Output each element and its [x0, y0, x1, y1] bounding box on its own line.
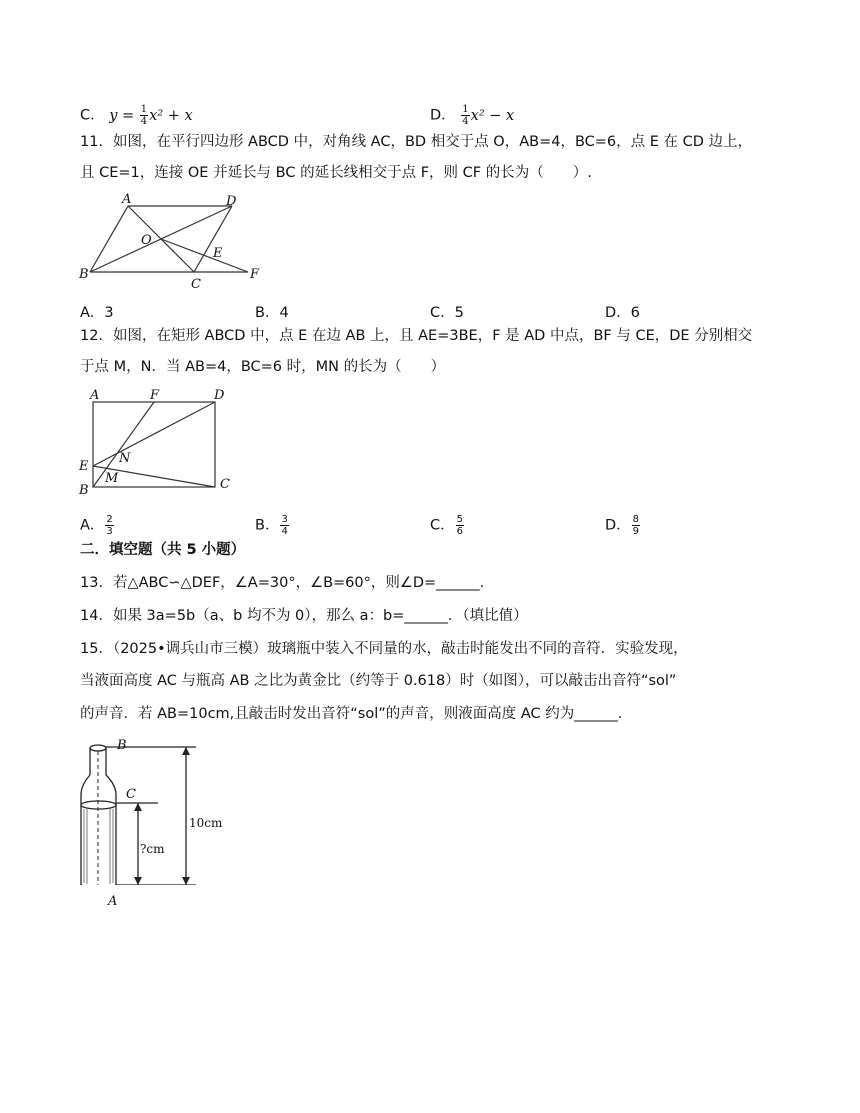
section-2-title: 二．填空题（共 5 小题）: [80, 542, 246, 558]
label-o: O: [141, 233, 152, 248]
formula-rest: x² − x: [470, 107, 515, 124]
bottle-mouth: [90, 745, 106, 751]
fraction: [280, 514, 288, 537]
q10-option-d: [430, 104, 514, 127]
q11-line-1: 11．如图，在平行四边形 ABCD 中，对角线 AC，BD 相交于点 O，AB=4，BC=6，点 E 在 CD 边上，: [80, 134, 753, 150]
arrowhead-bottom: [182, 877, 190, 885]
fraction-numerator: 3: [281, 514, 288, 525]
arrowhead-top: [182, 747, 190, 755]
edge-ab: [90, 206, 128, 272]
option-label: C．: [80, 107, 105, 124]
label-b: B: [79, 483, 89, 498]
option-label: D．: [430, 107, 456, 124]
q11-parallelogram-figure: [76, 192, 276, 292]
q14-text: 14．如果 3a=5b（a、b 均不为 0），那么 a：b=______．（填比值）: [80, 608, 528, 624]
label-d: D: [214, 388, 225, 403]
edge-cd: [194, 206, 232, 272]
fraction-numerator: 1: [462, 104, 469, 115]
q12-option-c: [430, 514, 465, 537]
label-d: D: [226, 194, 237, 209]
label-e: E: [79, 459, 89, 474]
q15-label-a: A: [108, 894, 118, 909]
label-b: B: [79, 267, 89, 282]
q15-bottle-figure: [76, 735, 246, 885]
option-label: D．: [605, 517, 631, 534]
q12-line-2: 于点 M，N．当 AB=4，BC=6 时，MN 的长为（ ）: [80, 359, 446, 375]
label-a: A: [90, 388, 100, 403]
fraction-denominator: 3: [106, 526, 113, 537]
q12-option-b: [255, 514, 290, 537]
label-c: C: [191, 277, 201, 292]
arrowhead-bottom-small: [134, 877, 142, 885]
fraction-numerator: 1: [140, 104, 148, 115]
fraction-denominator: 4: [281, 526, 288, 537]
q11-option-c: C．5: [430, 305, 464, 321]
q10-option-c: [80, 104, 193, 127]
q12-line-1: 12．如图，在矩形 ABCD 中，点 E 在边 AB 上，且 AE=3BE，F 是 AD 中点，BF 与 CE，DE 分别相交: [80, 328, 753, 344]
option-c-formula: [109, 104, 193, 127]
label-n: N: [119, 451, 131, 466]
arrowhead-top-small: [134, 803, 142, 811]
q15-line-2: 当液面高度 AC 与瓶高 AB 之比为黄金比（约等于 0.618）时（如图），可以敲击出音符“sol”: [80, 673, 677, 689]
segment-bf: [93, 402, 154, 487]
label-unknown-height: ?cm: [140, 842, 165, 856]
q11-option-b: B．4: [255, 305, 289, 321]
option-label: B．: [255, 517, 280, 534]
fraction: [140, 104, 148, 127]
formula-lhs: y =: [109, 107, 135, 124]
label-c: C: [220, 477, 230, 492]
formula-rest: x² + x: [149, 107, 193, 124]
fraction-denominator: 4: [140, 116, 148, 127]
shoulder-right: [106, 775, 116, 795]
label-total-height: 10cm: [189, 816, 223, 830]
q12-option-a: [80, 514, 115, 537]
q12-option-d: [605, 514, 641, 537]
q11-option-a: A．3: [80, 305, 114, 321]
option-label: C．: [430, 517, 455, 534]
option-label: A．: [80, 517, 105, 534]
segment-de: [93, 402, 215, 466]
fraction-denominator: 9: [632, 526, 640, 537]
label-e: E: [213, 246, 223, 261]
q15-line-3: 的声音．若 AB=10cm,且敲击时发出音符“sol”的声音，则液面高度 AC 约为______.: [80, 706, 623, 722]
fraction: [105, 514, 113, 537]
label-f: F: [150, 388, 160, 403]
fraction: [461, 104, 469, 127]
label-a: A: [122, 192, 132, 207]
q13-text: 13．若△ABC∽△DEF，∠A=30°，∠B=60°，则∠D=______.: [80, 575, 485, 591]
q11-line-2: 且 CE=1，连接 OE 并延长与 BC 的延长线相交于点 F，则 CF 的长为（ ）.: [80, 165, 592, 181]
label-f: F: [250, 267, 260, 282]
q11-option-d: D．6: [605, 305, 640, 321]
option-d-formula: [460, 104, 515, 127]
fraction-denominator: 6: [456, 526, 463, 537]
shoulder-left: [81, 775, 90, 795]
fraction-numerator: 2: [106, 514, 113, 525]
line-oef: [161, 239, 248, 272]
q12-rectangle-figure: [76, 384, 246, 500]
label-c: C: [126, 787, 136, 802]
fraction: [632, 514, 640, 537]
q15-line-1: 15．（2025•调兵山市三模）玻璃瓶中装入不同量的水，敲击时能发出不同的音符．实验发现，: [80, 641, 688, 657]
fraction-denominator: 4: [462, 116, 469, 127]
fraction: [456, 514, 464, 537]
label-m: M: [105, 471, 119, 486]
fraction-numerator: 8: [632, 514, 640, 525]
fraction-numerator: 5: [456, 514, 463, 525]
label-b: B: [117, 738, 127, 753]
